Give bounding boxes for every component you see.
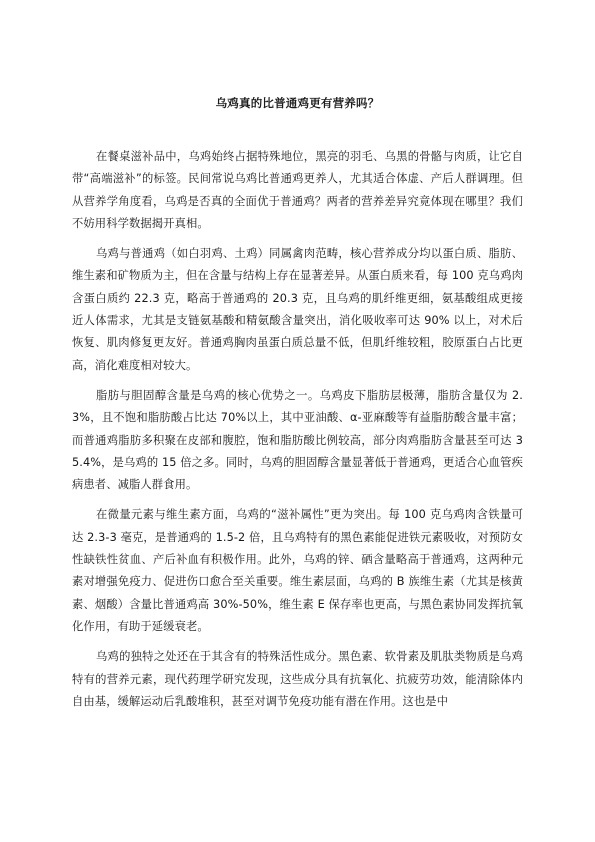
- paragraph-minerals-vitamins: 在微量元素与维生素方面，乌鸡的“滋补属性”更为突出。每 100 克乌鸡肉含铁量可达 2.3-3 毫克，是普通鸡的 1.5-2 倍，且乌鸡特有的黑色素能促进铁元素吸收，对预防女性缺铁性贫血、产后补血有积极作用。此外，乌鸡的锌、硒含量略高于普通鸡，这两种元素对增强免疫力、促进伤口愈合至关重要。维生素层面，乌鸡的 B 族维生素（尤其是核黄素、烟酸）含量比普通鸡高 30%-50%，维生素 E 保存率也更高，与黑色素协同发挥抗氧化作用，有助于延缓衰老。: [72, 508, 523, 633]
- paragraph-active-ingredients: 乌鸡的独特之处还在于其含有的特殊活性成分。黑色素、软骨素及肌肽类物质是乌鸡特有的营养元素，现代药理学研究发现，这些成分具有抗氧化、抗疲劳功效，能清除体内自由基，缓解运动后乳酸堆积，甚至对调节免疫功能有潜在作用。这也是中: [72, 650, 523, 708]
- paragraph-intro: 在餐桌滋补品中，乌鸡始终占据特殊地位，黑亮的羽毛、乌黑的骨骼与肉质，让它自带“高端滋补”的标签。民间常说乌鸡比普通鸡更养人，尤其适合体虚、产后人群调理。但从营养学角度看，乌鸡是否真的全面优于普通鸡？两者的营养差异究竟体现在哪里？我们不妨用科学数据揭开真相。: [72, 150, 523, 230]
- paragraph-protein: 乌鸡与普通鸡（如白羽鸡、土鸡）同属禽肉范畴，核心营养成分均以蛋白质、脂肪、维生素和矿物质为主，但在含量与结构上存在显著差异。从蛋白质来看，每 100 克乌鸡肉含蛋白质约 22.3 克，略高于普通鸡的 20.3 克，且乌鸡的肌纤维更细，氨基酸组成更接近人体需求，尤其是支链氨基酸和精氨酸含量突出，消化吸收率可达 90% 以上，对术后恢复、肌肉修复更友好。普通鸡胸肉虽蛋白质总量不低，但肌纤维较粗，胶原蛋白占比更高，消化难度相对较大。: [72, 247, 523, 372]
- paragraph-fat-cholesterol: 脂肪与胆固醇含量是乌鸡的核心优势之一。乌鸡皮下脂肪层极薄，脂肪含量仅为 2.3%，且不饱和脂肪酸占比达 70%以上，其中亚油酸、α-亚麻酸等有益脂肪酸含量丰富；而普通鸡脂肪多积聚在皮部和腹腔，饱和脂肪酸比例较高，部分肉鸡脂肪含量甚至可达 35.4%，是乌鸡的 15 倍之多。同时，乌鸡的胆固醇含量显著低于普通鸡，更适合心血管疾病患者、减脂人群食用。: [72, 388, 523, 492]
- document-title: 乌鸡真的比普通鸡更有营养吗？: [215, 96, 380, 110]
- document-body: [72, 146, 523, 721]
